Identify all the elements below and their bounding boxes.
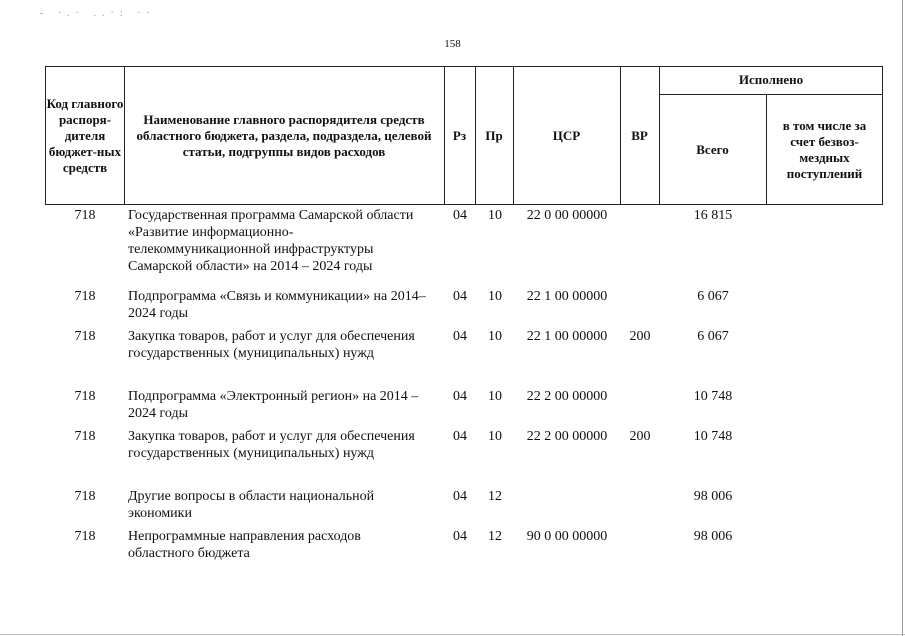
cell-csr: 22 2 00 00000 xyxy=(526,389,608,404)
header-divider xyxy=(766,94,767,205)
cell-rz: 04 xyxy=(453,529,467,544)
cell-pr: 12 xyxy=(488,529,502,544)
cell-code: 718 xyxy=(74,389,96,404)
cell-rz: 04 xyxy=(453,329,467,344)
cell-pr: 12 xyxy=(488,489,502,504)
col-header-rz: Рз xyxy=(452,127,467,143)
col-header-name: Наименование главного распорядителя средств областного бюджета, раздела, подраздела, целевой статьи, подгруппы видов расходов xyxy=(136,111,432,159)
cell-csr: 22 2 00 00000 xyxy=(526,429,608,444)
cell-name: Непрограммные направления расходов областного бюджета xyxy=(128,529,361,561)
cell-pr: 10 xyxy=(488,389,502,404)
col-header-executed: Исполнено xyxy=(738,72,804,87)
cell-csr: 22 1 00 00000 xyxy=(526,329,608,344)
cell-code: 718 xyxy=(74,529,96,544)
cell-code: 718 xyxy=(74,429,96,444)
cell-pr: 10 xyxy=(488,329,502,344)
cell-vr: 200 xyxy=(629,429,651,444)
cell-pr: 10 xyxy=(488,429,502,444)
cell-name: Государственная программа Самарской области «Развитие информационно-телекоммуникационной инфраструктуры Самарской области» на 2014 – 2024 годы xyxy=(128,208,414,274)
cell-rz: 04 xyxy=(453,489,467,504)
cell-code: 718 xyxy=(74,489,96,504)
scan-specks: ‐ ·.· ..·: ·· xyxy=(40,8,156,19)
cell-name: Подпрограмма «Электронный регион» на 2014 – 2024 годы xyxy=(128,389,419,421)
cell-vr: 200 xyxy=(629,329,651,344)
cell-total: 10 748 xyxy=(693,429,733,444)
col-header-pr: Пр xyxy=(485,127,503,143)
cell-total: 98 006 xyxy=(693,529,733,544)
cell-rz: 04 xyxy=(453,429,467,444)
cell-name: Подпрограмма «Связь и коммуникации» на 2014–2024 годы xyxy=(128,289,426,321)
cell-rz: 04 xyxy=(453,289,467,304)
cell-total: 6 067 xyxy=(697,329,729,344)
page-number: 158 xyxy=(444,38,461,50)
col-header-incl: в том числе за счет безвоз-мездных поступлений xyxy=(782,118,867,181)
col-header-total: Всего xyxy=(696,142,729,157)
cell-total: 16 815 xyxy=(693,208,733,223)
cell-name: Закупка товаров, работ и услуг для обеспечения государственных (муниципальных) нужд xyxy=(128,429,415,461)
col-header-code: Код главного распоря-дителя бюджет-ных средств xyxy=(46,95,124,175)
cell-code: 718 xyxy=(74,329,96,344)
cell-csr: 22 0 00 00000 xyxy=(526,208,608,223)
cell-name: Закупка товаров, работ и услуг для обеспечения государственных (муниципальных) нужд xyxy=(128,329,415,361)
cell-name: Другие вопросы в области национальной экономики xyxy=(128,489,375,521)
col-header-csr: ЦСР xyxy=(552,127,581,143)
cell-csr: 90 0 00 00000 xyxy=(526,529,608,544)
cell-total: 10 748 xyxy=(693,389,733,404)
cell-csr: 22 1 00 00000 xyxy=(526,289,608,304)
col-header-vr: ВР xyxy=(631,127,648,143)
cell-code: 718 xyxy=(74,208,96,223)
cell-rz: 04 xyxy=(453,208,467,223)
cell-total: 6 067 xyxy=(697,289,729,304)
header-divider xyxy=(124,66,125,205)
cell-pr: 10 xyxy=(488,289,502,304)
scan-edge-bottom xyxy=(0,634,905,635)
scan-edge-right xyxy=(902,0,903,636)
cell-code: 718 xyxy=(74,289,96,304)
cell-total: 98 006 xyxy=(693,489,733,504)
cell-rz: 04 xyxy=(453,389,467,404)
cell-pr: 10 xyxy=(488,208,502,223)
